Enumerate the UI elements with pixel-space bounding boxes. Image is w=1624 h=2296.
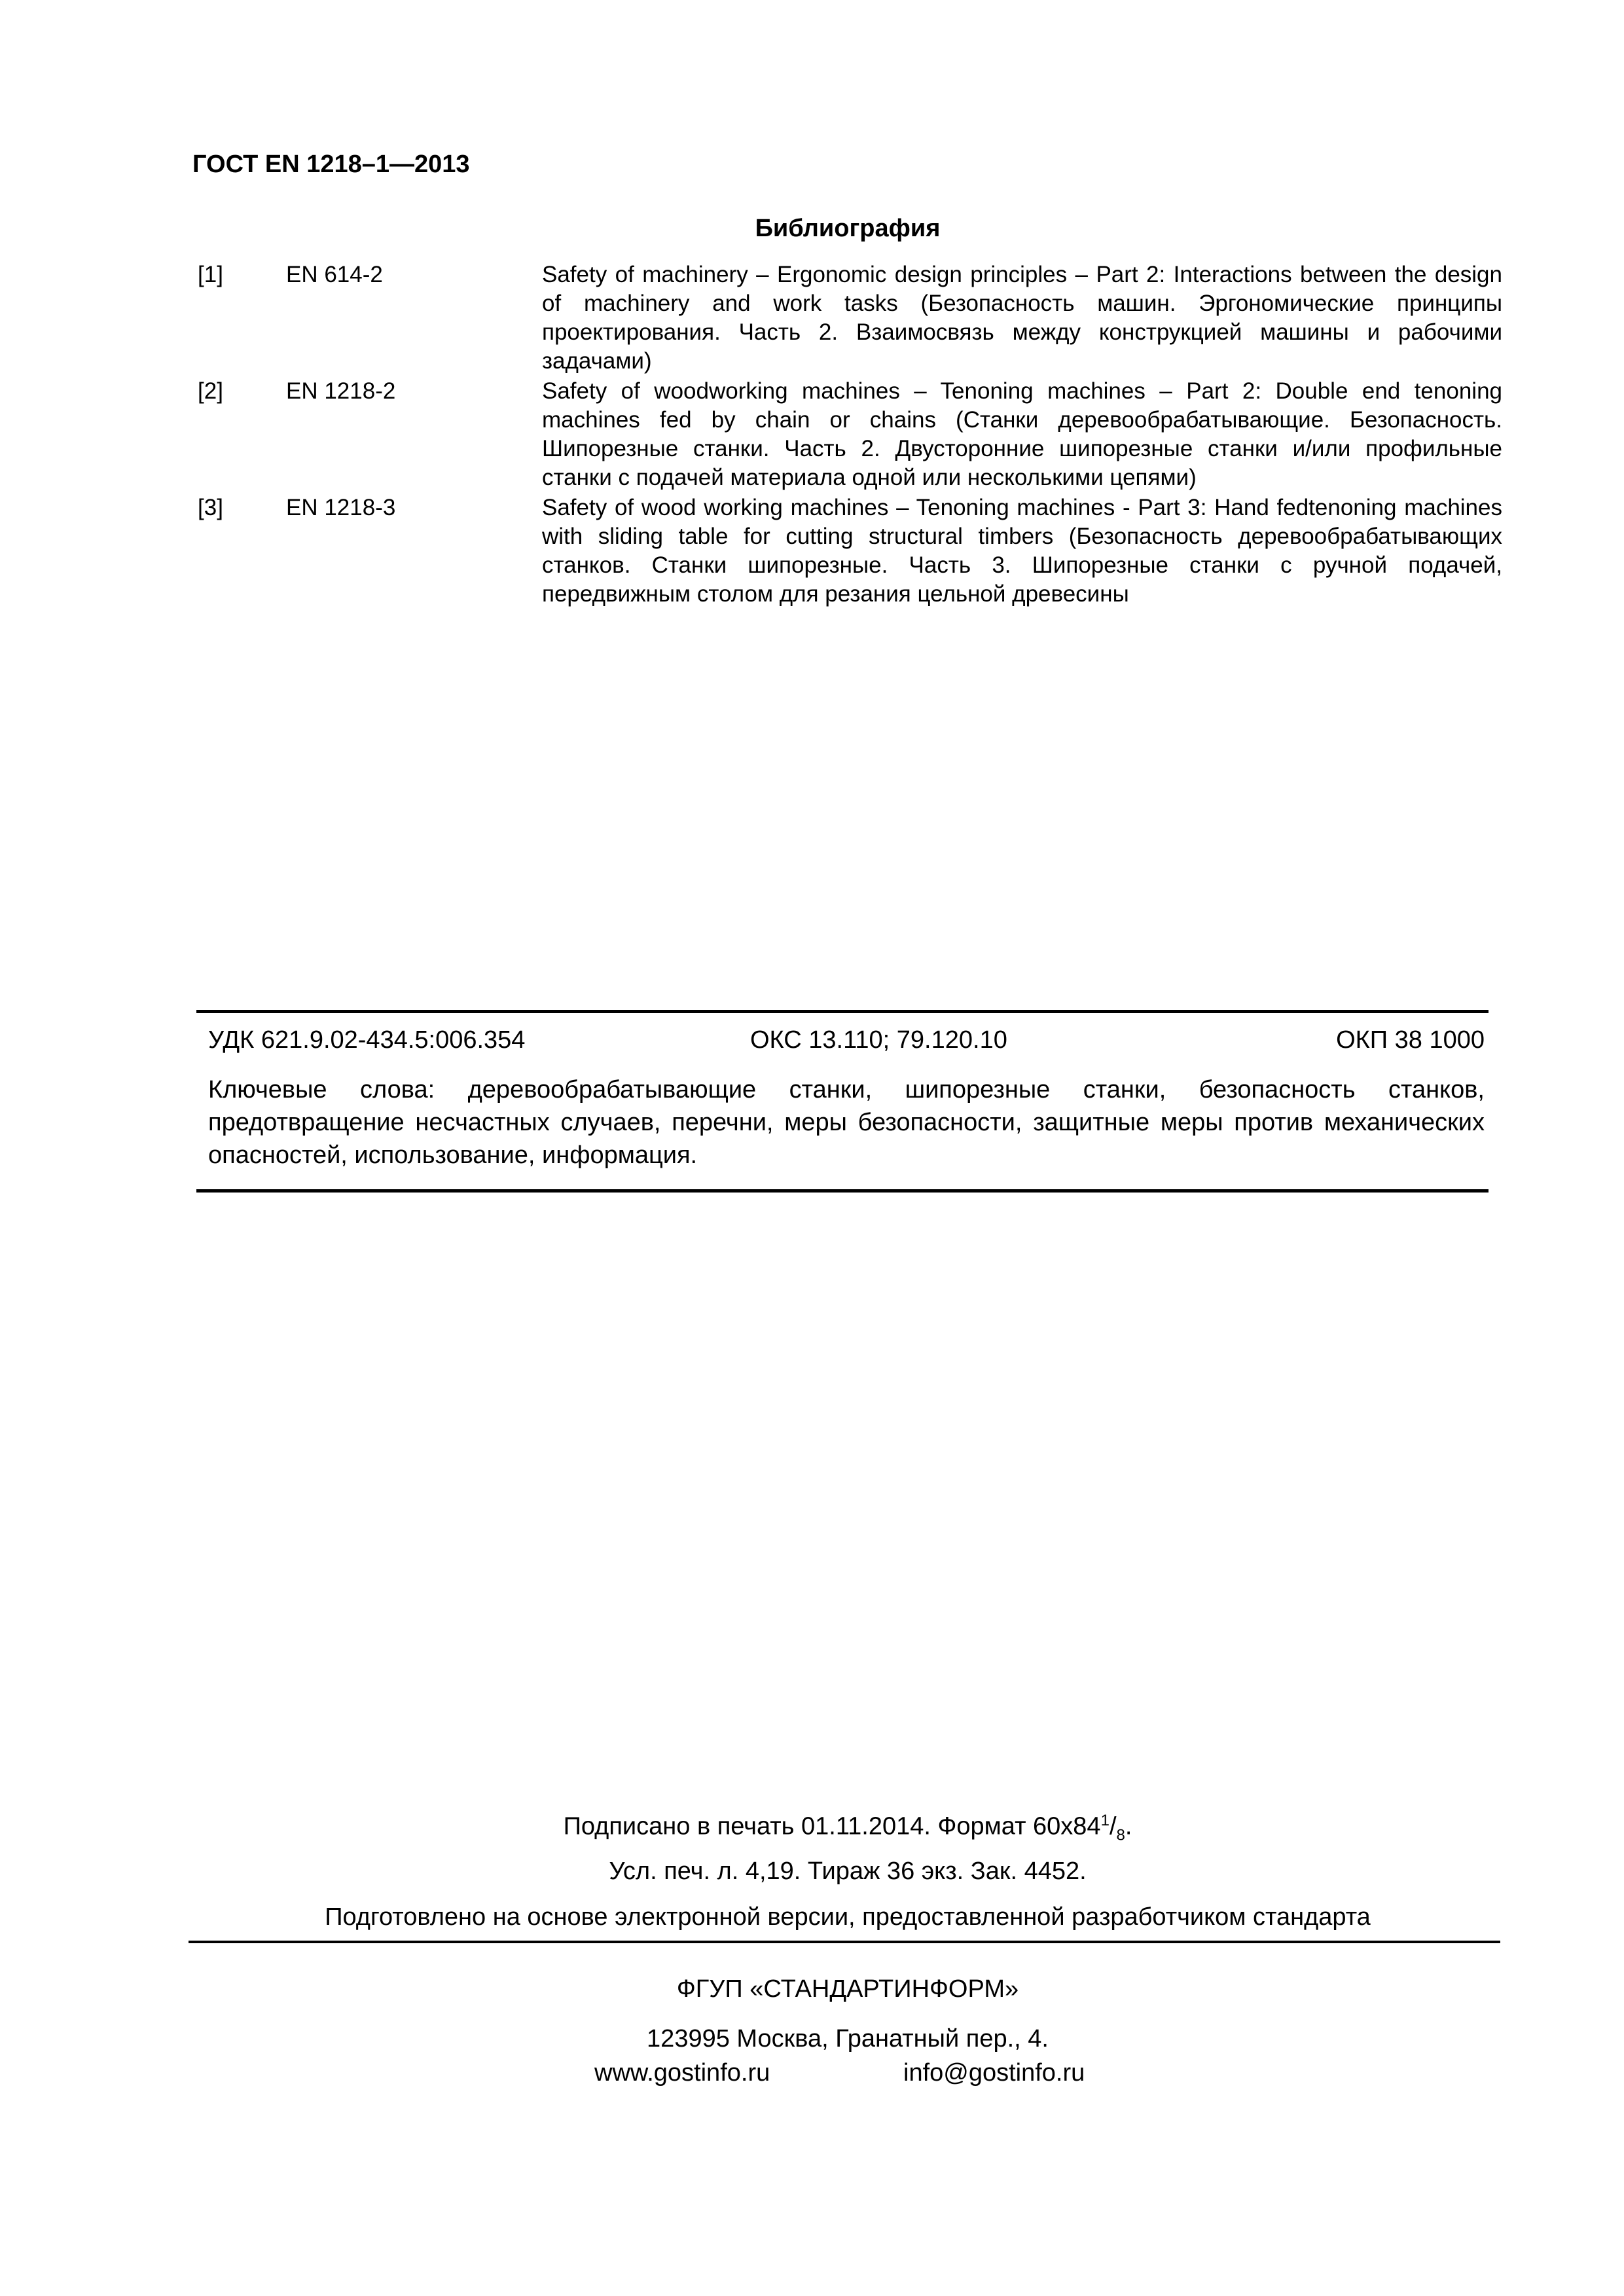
bibliography-list [198,260,1502,610]
bibliography-entry-description: Safety of wood working machines – Tenoning machines - Part 3: Hand fedtenoning machines with sliding table for cutting structural timbers (Безопасность деревообрабатывающих станков. Станки шипорезные. Часть 3. Шипорезные станки с ручной подачей, передвижным столом для резания цельной древесины [542,495,1502,607]
bibliography-entry-code: EN 614-2 [286,262,383,287]
oks-code: ОКС 13.110; 79.120.10 [750,1026,1007,1054]
format-fraction-numerator: 1 [1100,1812,1110,1829]
document-header-title: ГОСТ EN 1218–1—2013 [192,151,470,178]
bibliography-entry [198,260,1502,377]
format-fraction-slash: / [1109,1812,1117,1840]
bibliography-entry-description: Safety of machinery – Ergonomic design principles – Part 2: Interactions between the design of machinery and work tasks (Безопасность машин. Эргономические принципы проектирования. Часть 2. Взаимосвязь между конструкцией машины и рабочими задачами) [542,262,1502,374]
bibliography-entry-number: [2] [198,378,223,404]
signed-to-print-suffix: . [1125,1812,1132,1840]
publisher-rule [189,1941,1500,1943]
signed-to-print-line [0,1813,1624,1843]
publisher-address: 123995 Москва, Гранатный пер., 4. [647,2025,1049,2053]
print-details-line: Усл. печ. л. 4,19. Тираж 36 экз. Зак. 4452. [609,1857,1087,1885]
bibliography-entry-description: Safety of woodworking machines – Tenoning machines – Part 2: Double end tenoning machines fed by chain or chains (Станки деревообрабатывающие. Безопасность. Шипорезные станки. Часть 2. Двусторонние шипорезные станки и/или профильные станки с подачей материала одной или несколькими цепями) [542,378,1502,490]
bibliography-entry [198,377,1502,493]
udk-code: УДК 621.9.02-434.5:006.354 [208,1026,526,1054]
publisher-website-link[interactable]: www.gostinfo.ru [594,2059,770,2087]
format-fraction-denominator: 8 [1116,1826,1125,1844]
signed-to-print-text: Подписано в печать 01.11.2014. Формат 60x84 [563,1812,1101,1840]
prepared-note-line: Подготовлено на основе электронной версии, предоставленной разработчиком стандарта [325,1903,1371,1931]
keywords-paragraph: Ключевые слова: деревообрабатывающие станки, шипорезные станки, безопасность станков, предотвращение несчастных случаев, перечни, меры безопасности, защитные меры против механических опасностей, использование, информация. [208,1076,1485,1169]
classification-top-rule [196,1010,1489,1013]
publisher-name: ФГУП «СТАНДАРТИНФОРМ» [676,1975,1019,2003]
bibliography-entry-number: [1] [198,262,223,287]
okp-code: ОКП 38 1000 [1336,1026,1485,1054]
bibliography-entry-code: EN 1218-2 [286,378,396,404]
bibliography-entry [198,493,1502,610]
bibliography-entry-code: EN 1218-3 [286,495,396,520]
bibliography-entry-number: [3] [198,495,223,520]
bibliography-heading: Библиография [755,215,941,242]
classification-bottom-rule [196,1189,1489,1193]
publisher-email-link[interactable]: info@gostinfo.ru [903,2059,1085,2087]
